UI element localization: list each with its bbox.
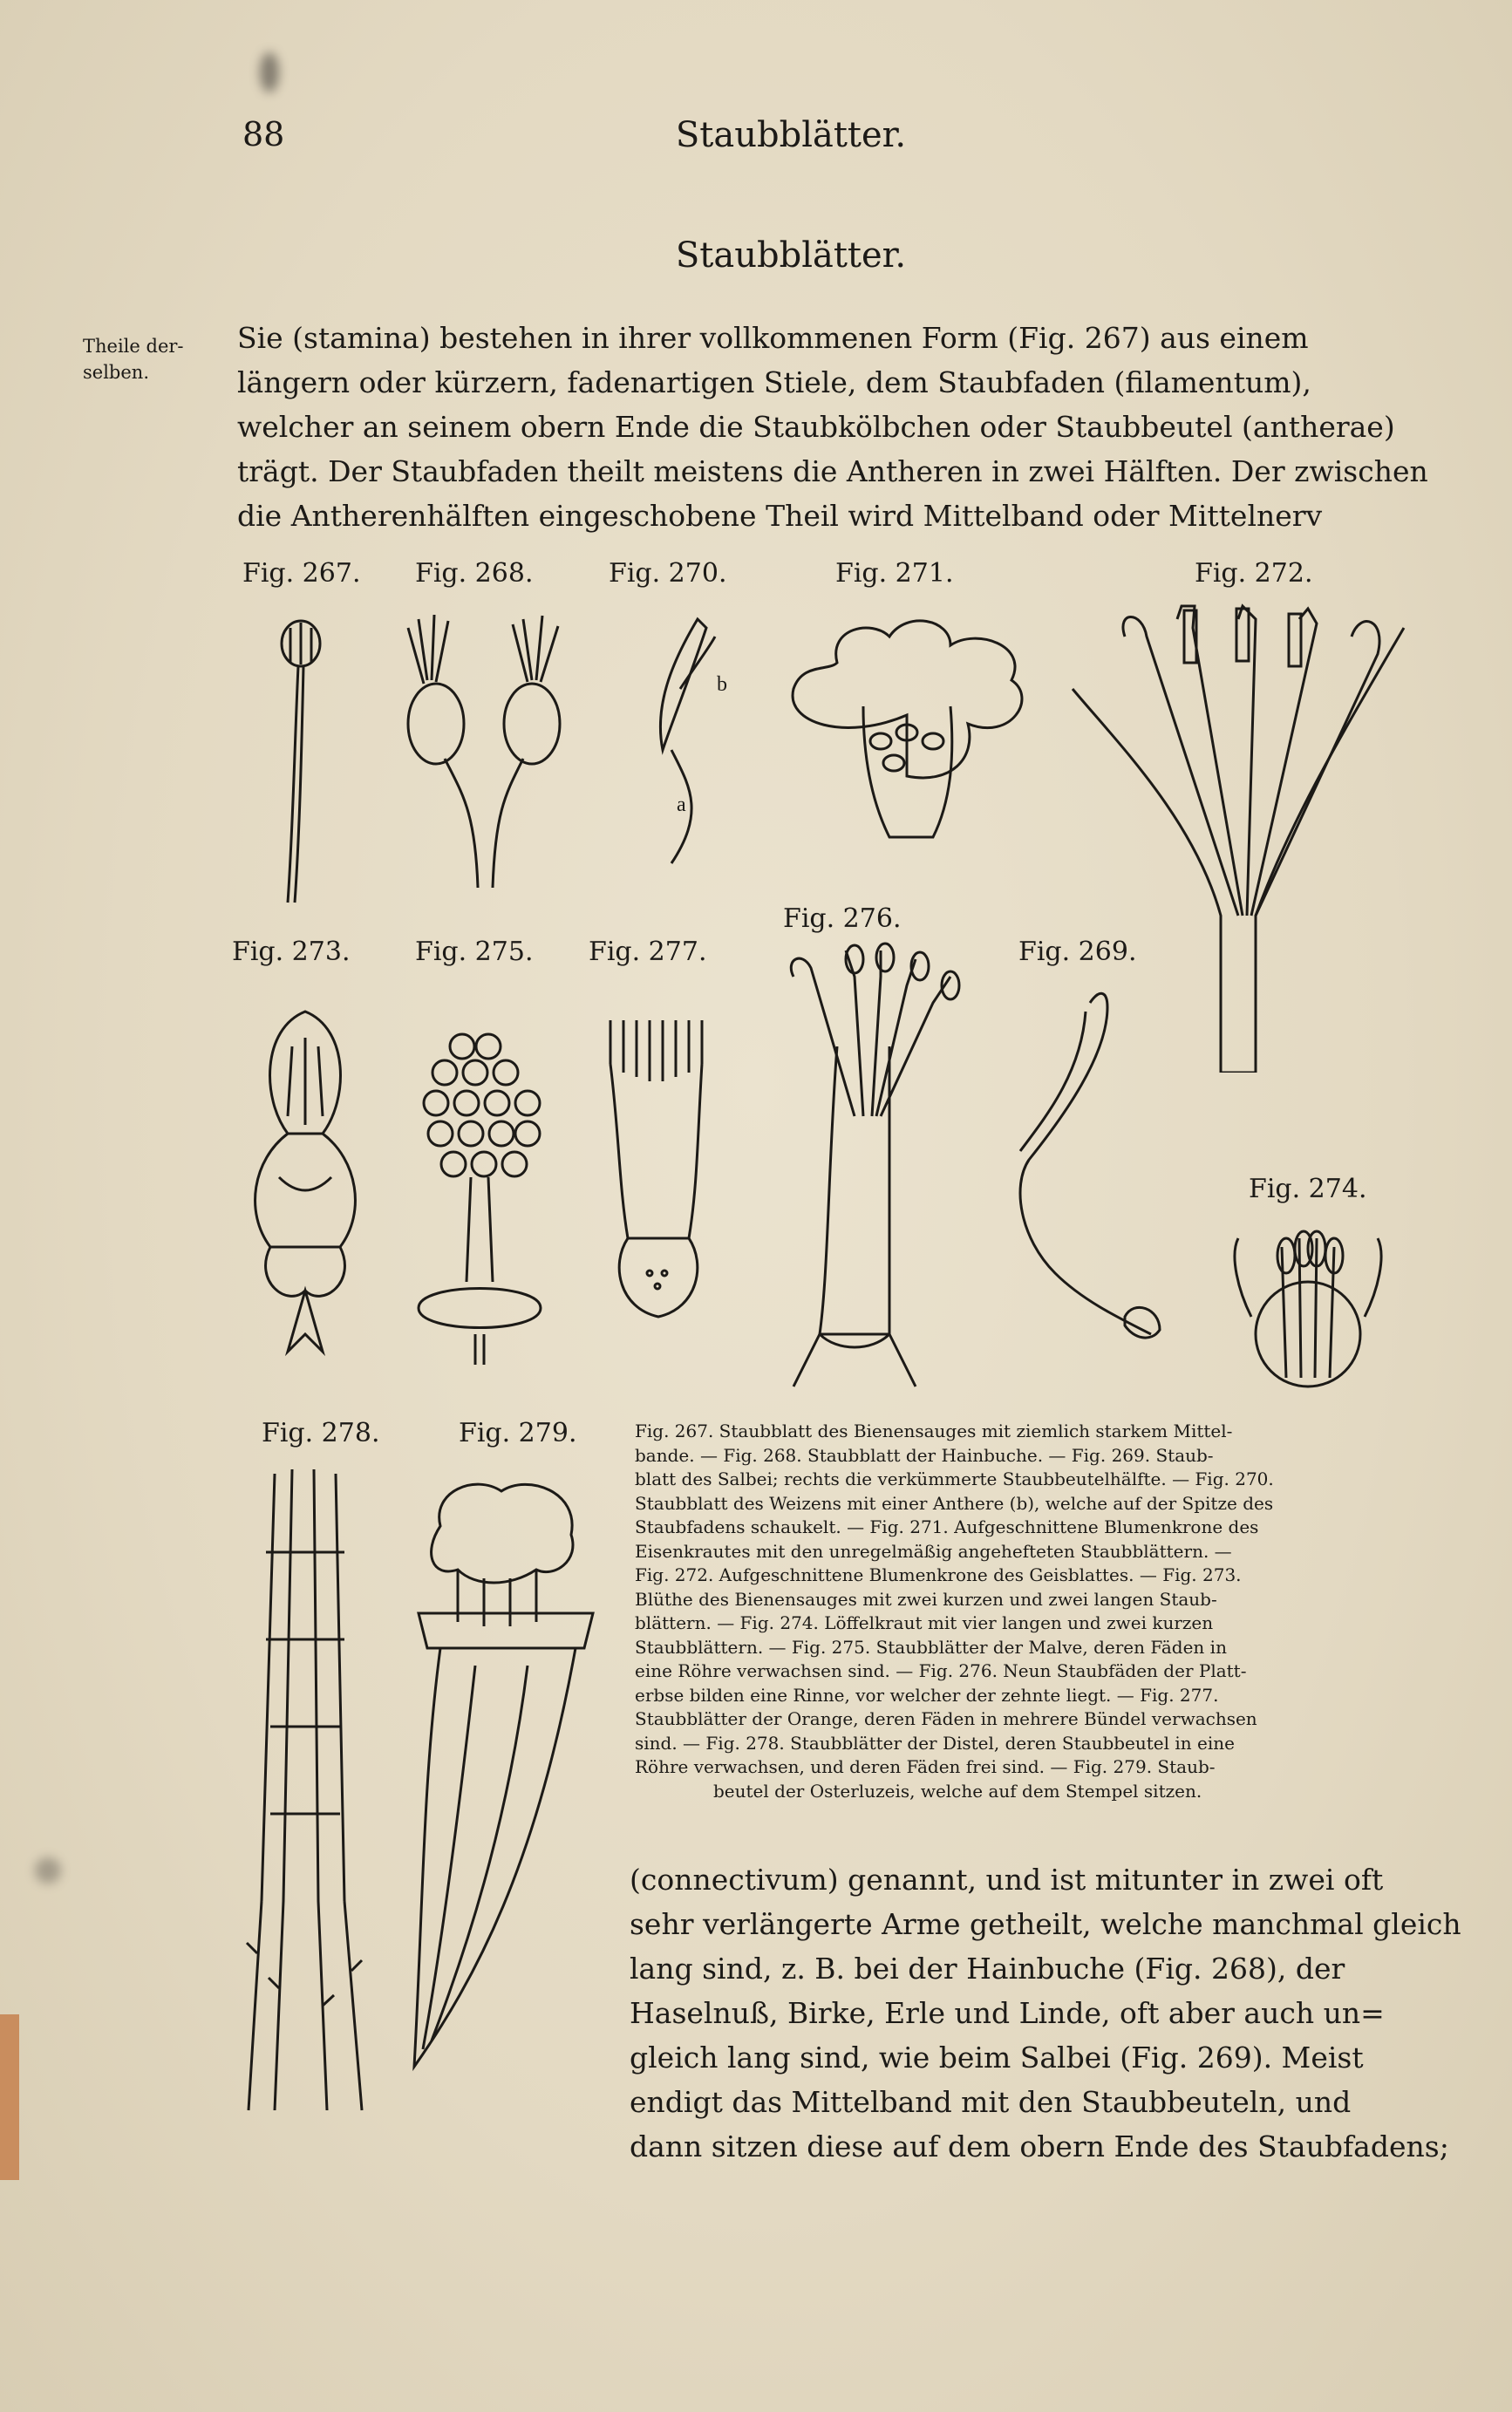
caption-line: sind. — Fig. 278. Staubblätter der Distel, deren Staubbeutel in eine [635,1732,1235,1754]
fig-274-illustration [1221,1221,1395,1395]
fig-268-label: Fig. 268. [415,558,534,589]
fig-273-label: Fig. 273. [232,937,351,967]
caption-line: Blüthe des Bienensauges mit zwei kurzen und zwei langen Staub- [635,1588,1217,1610]
fig-276-label: Fig. 276. [783,903,902,934]
margin-note-line: selben. [83,362,149,383]
section-title: Staubblätter. [675,235,907,276]
fig-279-illustration [405,1474,606,2084]
fig-271-label: Fig. 271. [835,558,954,589]
fig-270-illustration [637,610,759,872]
text-line: lang sind, z. B. bei der Hainbuche (Fig. 268), der [630,1952,1345,1986]
fig-279-label: Fig. 279. [459,1418,577,1448]
text-line: längern oder kürzern, fadenartigen Stiele, dem Staubfaden (filamentum), [237,365,1311,399]
fig-273-illustration [235,1003,375,1369]
ink-smudge [35,1857,61,1884]
figure-caption [635,1420,1413,1803]
caption-line: erbse bilden eine Rinne, vor welcher der zehnte liegt. — Fig. 277. [635,1684,1219,1706]
text-line: welcher an seinem obern Ende die Staubkölbchen oder Staubbeutel (antherae) [237,410,1395,444]
fig-276-illustration [759,942,968,1395]
fig-270-letter-b: b [717,673,727,696]
caption-line: Staubblatt des Weizens mit einer Anthere (b), welche auf der Spitze des [635,1492,1274,1514]
fig-277-label: Fig. 277. [589,937,707,967]
caption-line: Staubblätter der Orange, deren Fäden in mehrere Bündel verwachsen [635,1708,1257,1729]
fig-275-label: Fig. 275. [415,937,534,967]
text-line: Haselnuß, Birke, Erle und Linde, oft aber auch un= [630,1996,1385,2030]
running-title: Staubblätter. [675,115,907,155]
ink-smudge [260,52,279,92]
fig-275-illustration [401,1020,558,1369]
margin-note-line: Theile der- [83,336,184,357]
text-line: sehr verlängerte Arme getheilt, welche manchmal gleich [630,1907,1461,1941]
text-line: (connectivum) genannt, und ist mitunter in zwei oft [630,1863,1384,1897]
caption-line: Staubfadens schaukelt. — Fig. 271. Aufgeschnittene Blumenkrone des [635,1516,1259,1537]
margin-note [83,333,222,385]
fig-272-label: Fig. 272. [1195,558,1313,589]
caption-line: Röhre verwachsen, und deren Fäden frei sind. — Fig. 279. Staub- [635,1756,1216,1777]
intro-paragraph [237,316,1428,538]
text-line: trägt. Der Staubfaden theilt meistens die Antheren in zwei Hälften. Der zwischen [237,454,1428,488]
caption-line: beutel der Osterluzeis, welche auf dem Stempel sitzen. [713,1780,1202,1802]
caption-line: Staubblättern. — Fig. 275. Staubblätter der Malve, deren Fäden in [635,1636,1227,1658]
fig-274-label: Fig. 274. [1249,1174,1367,1204]
caption-line: Fig. 272. Aufgeschnittene Blumenkrone des Geisblattes. — Fig. 273. [635,1564,1242,1585]
fig-271-illustration [776,610,1038,855]
fig-267-illustration [262,610,340,907]
fig-270-label: Fig. 270. [609,558,727,589]
page-edge-strip [0,2014,19,2180]
fig-267-label: Fig. 267. [242,558,361,589]
fig-277-illustration [602,1012,715,1334]
continuation-paragraph [630,1857,1461,2169]
text-line: dann sitzen diese auf dem obern Ende des Staubfadens; [630,2129,1449,2163]
caption-line: Fig. 267. Staubblatt des Bienensauges mit ziemlich starkem Mittel- [635,1421,1233,1441]
fig-268-illustration [392,610,576,889]
caption-line: blättern. — Fig. 274. Löffelkraut mit vier langen und zwei kurzen [635,1612,1214,1633]
text-line: gleich lang sind, wie beim Salbei (Fig. 269). Meist [630,2041,1364,2075]
fig-270-letter-a: a [677,794,686,816]
caption-line: blatt des Salbei; rechts die verkümmerte Staubbeutelhälfte. — Fig. 270. [635,1468,1274,1489]
text-line: endigt das Mittelband mit den Staubbeuteln, und [630,2085,1352,2119]
caption-line: bande. — Fig. 268. Staubblatt der Hainbuche. — Fig. 269. Staub- [635,1444,1214,1466]
text-line: die Antherenhälften eingeschobene Theil wird Mittelband oder Mittelnerv [237,499,1323,533]
fig-269-illustration [985,985,1168,1360]
fig-278-illustration [240,1465,371,2119]
caption-line: Eisenkrautes mit den unregelmäßig angehefteten Staubblättern. — [635,1540,1232,1562]
text-line: Sie (stamina) bestehen in ihrer vollkommenen Form (Fig. 267) aus einem [237,321,1309,355]
caption-line: eine Röhre verwachsen sind. — Fig. 276. Neun Staubfäden der Platt- [635,1660,1247,1681]
fig-269-label: Fig. 269. [1018,937,1137,967]
page-number: 88 [242,115,285,153]
fig-278-label: Fig. 278. [262,1418,380,1448]
